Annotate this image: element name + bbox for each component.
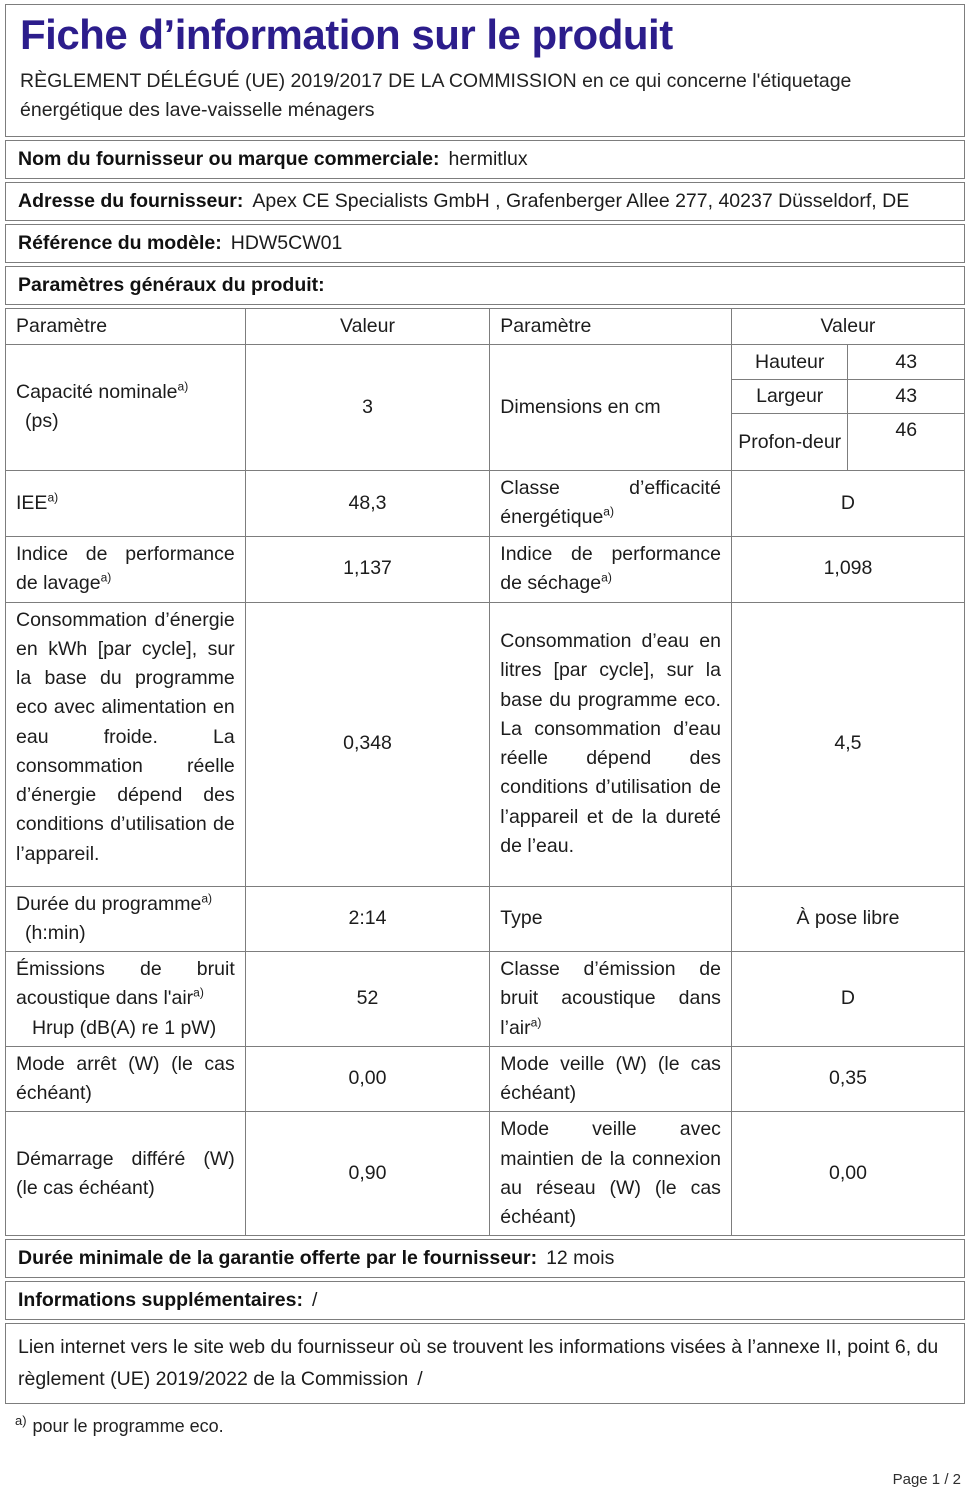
dimension-row: [732, 413, 964, 470]
param-label: Émissions de bruit acoustique dans l'air: [16, 958, 235, 1010]
param-label: Dimensions en cm: [500, 395, 661, 418]
table-header-row: [6, 308, 965, 344]
additional-info-label: Informations supplémentaires:: [18, 1289, 303, 1312]
param-label-cell: [490, 602, 732, 886]
param-label: Mode arrêt (W) (le cas échéant): [16, 1052, 235, 1105]
general-params-heading-row: [5, 266, 965, 305]
footnote-ref: a): [177, 379, 189, 394]
table-row: [6, 344, 965, 470]
param-label: Capacité nominale: [16, 381, 178, 404]
footnote-ref: a): [193, 985, 204, 1000]
param-value-cell: 48,3: [245, 471, 490, 537]
param-value-cell: 3: [245, 344, 490, 470]
param-label-cell: [490, 886, 732, 952]
param-label: Consommation d’eau en litres [par cycle], sur la base du programme eco. La consommation d’eau réelle dépend des conditions d’utilisation de l’appareil et de la dureté de l’eau.: [500, 630, 721, 857]
param-label: Démarrage différé (W) (le cas échéant): [16, 1147, 235, 1199]
footnote-ref: a): [601, 570, 612, 585]
supplier-address-label: Adresse du fournisseur:: [18, 189, 244, 212]
table-row: [6, 602, 965, 886]
model-reference-row: [5, 224, 965, 263]
dimension-row: [732, 380, 964, 413]
param-label: Durée du programme: [16, 892, 202, 915]
param-label: Mode veille avec maintien de la connexion au réseau (W) (le cas échéant): [500, 1118, 721, 1229]
dim-label: Hauteur: [732, 345, 848, 380]
param-label-cell: [490, 471, 732, 537]
param-label-cell: [6, 536, 246, 602]
param-label-cell: [6, 471, 246, 537]
param-label: Indice de performance de séchage: [500, 542, 721, 595]
param-value-cell: 52: [245, 952, 490, 1047]
supplier-link-text: Lien internet vers le site web du fournisseur où se trouvent les informations visées à l’annexe II, point 6, du règlement (UE) 2019/2022 de la Commission: [18, 1336, 939, 1391]
param-label-cell: [6, 602, 246, 886]
dimension-row: [732, 345, 964, 380]
title-box: [5, 4, 965, 137]
param-label: Classe d’émission de bruit acoustique dans l’air: [500, 958, 721, 1039]
warranty-row: [5, 1239, 965, 1278]
param-label-tail: (h:min): [25, 921, 86, 944]
footnote-ref: a): [603, 504, 615, 519]
footnote-ref: a): [47, 490, 59, 505]
dimensions-table: [732, 345, 964, 470]
dim-value: 43: [848, 345, 964, 380]
dim-label: Profon-deur: [732, 413, 848, 470]
general-params-heading: Paramètres généraux du produit:: [18, 273, 325, 296]
dim-value: 43: [848, 380, 964, 413]
footnote-text: pour le programme eco.: [32, 1415, 224, 1436]
param-value-cell: 0,90: [245, 1112, 490, 1236]
param-label-cell: [6, 952, 246, 1047]
regulation-subtitle: RÈGLEMENT DÉLÉGUÉ (UE) 2019/2017 DE LA COMMISSION en ce qui concerne l'étiquetage énergétique des lave-vaisselle ménagers: [20, 70, 852, 122]
param-label-cell: [6, 1046, 246, 1112]
additional-info-row: [5, 1281, 965, 1320]
param-label-cell: [490, 1112, 732, 1236]
model-reference-value: HDW5CW01: [230, 231, 343, 254]
footnote-ref: a): [530, 1015, 542, 1030]
dimensions-cell: [731, 344, 964, 470]
param-label-tail: Hrup (dB(A) re 1 pW): [32, 1016, 217, 1039]
param-value-cell: 2:14: [245, 886, 490, 952]
param-label: Type: [500, 907, 543, 930]
param-label: IEE: [16, 491, 48, 514]
supplier-name-label: Nom du fournisseur ou marque commerciale:: [18, 147, 440, 170]
param-label-cell: [6, 886, 246, 952]
supplier-name-row: [5, 140, 965, 179]
param-label-cell: [490, 536, 732, 602]
table-row: [6, 536, 965, 602]
param-value-cell: 0,00: [245, 1046, 490, 1112]
param-value-cell: 0,348: [245, 602, 490, 886]
supplier-link-row: [5, 1323, 965, 1403]
warranty-label: Durée minimale de la garantie offerte par le fournisseur:: [18, 1247, 538, 1270]
header-parametre-2: Paramètre: [490, 308, 732, 344]
param-value-cell: 0,00: [731, 1112, 964, 1236]
table-row: [6, 1112, 965, 1236]
param-label-cell: [490, 952, 732, 1047]
additional-info-value: /: [311, 1289, 318, 1312]
supplier-address-row: [5, 182, 965, 221]
header-valeur-2: Valeur: [731, 308, 964, 344]
param-label-tail: (ps): [25, 410, 59, 433]
param-label-cell: [490, 344, 732, 470]
dim-value: 46: [848, 413, 964, 470]
supplier-address-value: Apex CE Specialists GmbH , Grafenberger Allee 277, 40237 Düsseldorf, DE: [252, 189, 910, 212]
footnote: [15, 1412, 965, 1437]
param-label: Classe d’efficacité énergétique: [500, 477, 721, 529]
page-indicator: Page 1 / 2: [892, 1471, 961, 1488]
footnote-marker: a): [15, 1412, 27, 1428]
table-row: [6, 952, 965, 1047]
header-parametre-1: Paramètre: [6, 308, 246, 344]
footnote-ref: a): [100, 570, 112, 585]
param-label-cell: [6, 1112, 246, 1236]
table-row: [6, 471, 965, 537]
footnote-ref: a): [201, 891, 213, 906]
warranty-value: 12 mois: [546, 1247, 615, 1270]
param-value-cell: 1,137: [245, 536, 490, 602]
param-value-cell: D: [731, 952, 964, 1047]
param-value-cell: 0,35: [731, 1046, 964, 1112]
supplier-name-value: hermitlux: [448, 147, 528, 170]
table-row: [6, 886, 965, 952]
table-row: [6, 1046, 965, 1112]
param-value-cell: D: [731, 471, 964, 537]
header-valeur-1: Valeur: [245, 308, 490, 344]
supplier-link-value: /: [417, 1368, 423, 1391]
param-label-cell: [6, 344, 246, 470]
param-label: Mode veille (W) (le cas échéant): [500, 1052, 721, 1105]
param-value-cell: À pose libre: [731, 886, 964, 952]
param-value-cell: 1,098: [731, 536, 964, 602]
param-label: Consommation d’énergie en kWh [par cycle], sur la base du programme eco avec alimentation en eau froide. La consommation réelle d’énergie dépend des conditions d’utilisation de l’appareil.: [16, 608, 235, 865]
param-label-cell: [490, 1046, 732, 1112]
model-reference-label: Référence du modèle:: [18, 231, 222, 254]
param-label: Indice de performance de lavage: [16, 542, 235, 595]
parameters-table: [5, 308, 965, 1237]
dim-label: Largeur: [732, 380, 848, 413]
page-title: Fiche d’information sur le produit: [20, 11, 673, 58]
param-value-cell: 4,5: [731, 602, 964, 886]
